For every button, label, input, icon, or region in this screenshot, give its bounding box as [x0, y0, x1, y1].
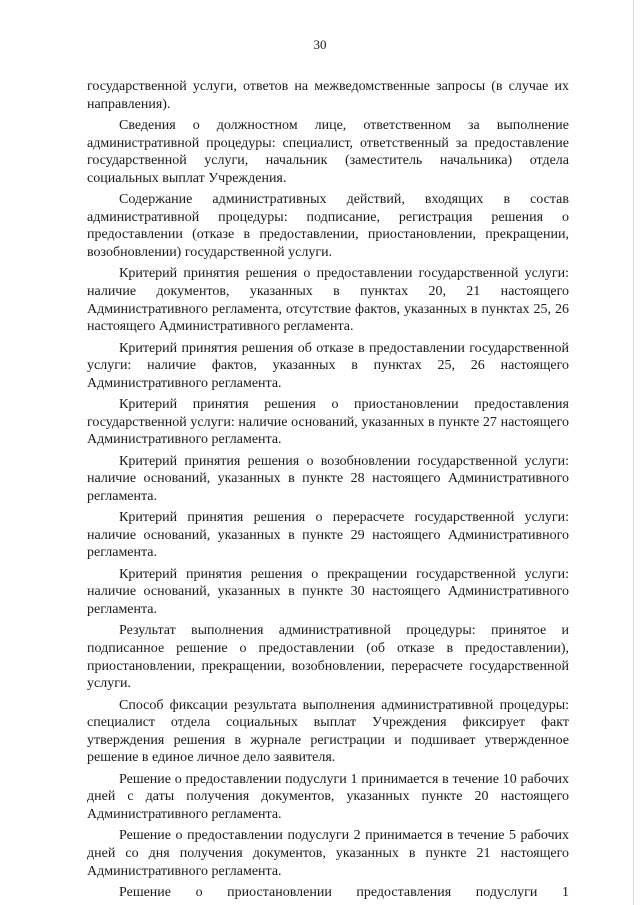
paragraph-criterion-refusal: Критерий принятия решения об отказе в предоставлении государственной услуги: наличие фактов, указанных в пунктах 25, 26 настоящего Административного регламента. — [87, 340, 569, 391]
paragraph-procedure-result: Результат выполнения административной процедуры: принятое и подписанное решение о предоставлении (об отказе в предоставлении), приостановлении, прекращении, возобновлении, перерасчете государственной услуги. — [87, 623, 569, 692]
paragraph-criterion-recalculation: Критерий принятия решения о перерасчете государственной услуги: наличие оснований, указанных в пункте 29 настоящего Административного регламента. — [87, 510, 569, 561]
paragraph-criterion-suspension: Критерий принятия решения о приостановлении предоставления государственной услуги: наличие оснований, указанных в пункте 27 настоящего Административного регламента. — [87, 397, 569, 448]
document-body — [87, 78, 569, 905]
paragraph-action-content: Содержание административных действий, входящих в состав административной процедуры: подписание, регистрация решения о предоставлении (отказе в предоставлении, приостановлении, прекращении, возобновлении) государственной услуги. — [87, 192, 569, 260]
scan-edge-line — [633, 0, 634, 905]
paragraph-criterion-grant: Критерий принятия решения о предоставлении государственной услуги: наличие документов, указанных в пунктах 20, 21 настоящего Административного регламента, отсутствие фактов, указанных в пунктах 25, 26 настоящего Административного регламента. — [87, 266, 569, 335]
paragraph-criterion-termination: Критерий принятия решения о прекращении государственной услуги: наличие оснований, указанных в пункте 30 настоящего Административного регламента. — [87, 566, 569, 617]
paragraph-responsible-official: Сведения о должностном лице, ответственном за выполнение административной процедуры: специалист, ответственный за предоставление государственной услуги, начальник (заместитель начальника) отдела социальных выплат Учреждения. — [87, 117, 569, 186]
paragraph-suspension-subservice-1: Решение о приостановлении предоставления подуслуги 1 — [119, 884, 569, 900]
paragraph-continuation: государственной услуги, ответов на межведомственные запросы (в случае их направления). — [87, 79, 569, 112]
paragraph-subservice-1-term: Решение о предоставлении подуслуги 1 принимается в течение 10 рабочих дней с даты получения документов, указанных пункте 20 настоящего Административного регламента. — [87, 771, 569, 822]
page-number: 30 — [313, 37, 327, 52]
paragraph-subservice-2-term: Решение о предоставлении подуслуги 2 принимается в течение 5 рабочих дней со дня получения документов, указанных в пункте 21 настоящего Административного регламента. — [87, 828, 569, 879]
paragraph-criterion-resumption: Критерий принятия решения о возобновлении государственной услуги: наличие оснований, указанных в пункте 28 настоящего Административного регламента. — [87, 453, 569, 504]
paragraph-result-recording: Способ фиксации результата выполнения административной процедуры: специалист отдела социальных выплат Учреждения фиксирует факт утверждения решения в журнале регистрации и подшивает утвержденное решение в единое личное дело заявителя. — [87, 697, 569, 766]
